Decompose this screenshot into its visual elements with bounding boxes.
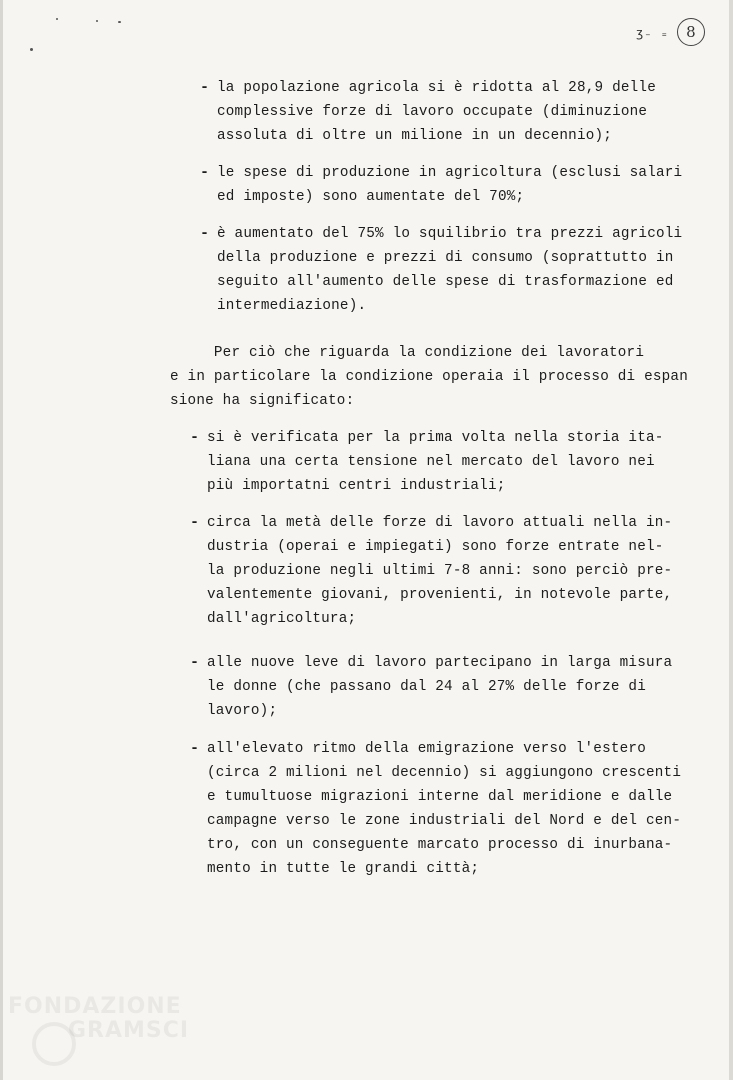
bullet-dash: - [190, 429, 200, 446]
paragraph-line: sione ha significato: [170, 393, 355, 409]
paragraph-line: dustria (operai e impiegati) sono forze entrate nel- [207, 539, 664, 555]
paragraph-line: dall'agricoltura; [207, 611, 357, 627]
paragraph-line: si è verificata per la prima volta nella storia ita- [207, 430, 664, 446]
paragraph-line: complessive forze di lavoro occupate (diminuzione [217, 104, 648, 120]
paragraph-line: all'elevato ritmo della emigrazione verso l'estero [207, 741, 646, 757]
paragraph-line: lavoro); [207, 703, 278, 719]
ink-speck [96, 20, 98, 22]
paragraph-line: la popolazione agricola si è ridotta al 28,9 delle [217, 80, 656, 96]
page-right-edge [729, 0, 733, 1080]
ink-speck [56, 18, 58, 20]
paragraph-line: le donne (che passano dal 24 al 27% delle forze di [207, 679, 646, 695]
paragraph-line: valentemente giovani, provenienti, in notevole parte, [207, 587, 673, 603]
paragraph-line: seguito all'aumento delle spese di trasformazione ed [217, 274, 674, 290]
page-number-value: 8 [677, 18, 705, 46]
paragraph-line: Per ciò che riguarda la condizione dei lavoratori [170, 345, 645, 361]
ink-speck [118, 21, 121, 23]
watermark-logo-icon [32, 1022, 76, 1066]
paragraph-line: e in particolare la condizione operaia il processo di espan [170, 369, 688, 385]
paragraph-line: campagne verso le zone industriali del Nord e del cen- [207, 813, 682, 829]
page-left-edge [0, 0, 3, 1080]
paragraph-line: intermediazione). [217, 298, 367, 314]
watermark-line-2: GRAMSCI [68, 1018, 190, 1043]
paragraph-line: è aumentato del 75% lo squilibrio tra prezzi agricoli [217, 226, 683, 242]
ink-speck [30, 48, 33, 51]
bullet-dash: - [190, 740, 200, 757]
paragraph-line: assoluta di oltre un milione in un decennio); [217, 128, 613, 144]
paragraph-line: alle nuove leve di lavoro partecipano in larga misura [207, 655, 673, 671]
bullet-dash: - [200, 164, 210, 181]
page-number-scribble: ʒ₋ ₌ [636, 26, 669, 40]
bullet-dash: - [190, 514, 200, 531]
paragraph-line: circa la metà delle forze di lavoro attuali nella in- [207, 515, 673, 531]
page-number [636, 18, 705, 46]
paragraph-line: (circa 2 milioni nel decennio) si aggiungono crescenti [207, 765, 682, 781]
watermark-line-1: FONDAZIONE [8, 994, 182, 1019]
paragraph-line: ed imposte) sono aumentate del 70%; [217, 189, 525, 205]
paragraph-line: mento in tutte le grandi città; [207, 861, 480, 877]
paragraph-line: liana una certa tensione nel mercato del lavoro nei [207, 454, 655, 470]
paragraph-line: della produzione e prezzi di consumo (soprattutto in [217, 250, 674, 266]
paragraph-line: e tumultuose migrazioni interne dal meridione e dalle [207, 789, 673, 805]
bullet-dash: - [190, 654, 200, 671]
bullet-dash: - [200, 225, 210, 242]
paragraph-line: più importatni centri industriali; [207, 478, 506, 494]
paragraph-line: le spese di produzione in agricoltura (esclusi salari [217, 165, 683, 181]
paragraph-line: la produzione negli ultimi 7-8 anni: sono perciò pre- [207, 563, 673, 579]
bullet-dash: - [200, 79, 210, 96]
paragraph-line: tro, con un conseguente marcato processo di inurbana- [207, 837, 673, 853]
